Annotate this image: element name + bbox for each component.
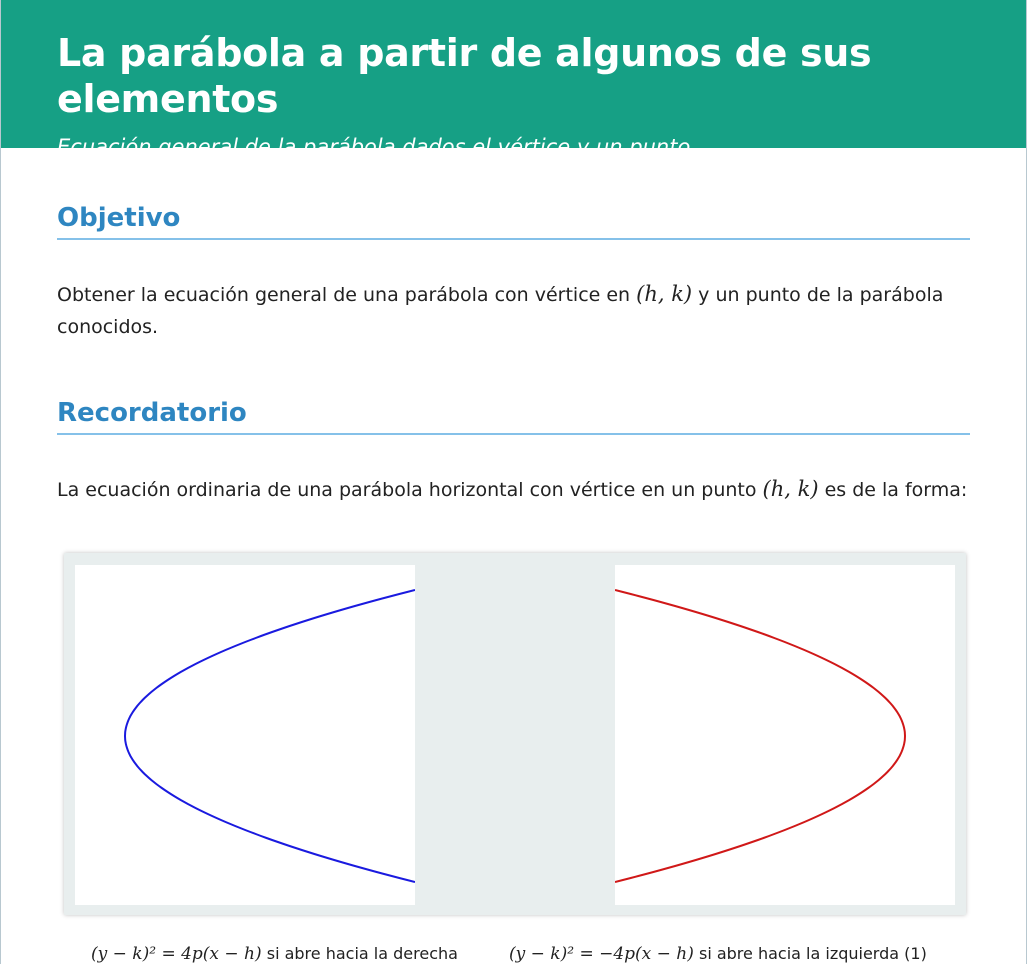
caption-left-opening-text: si abre hacia la izquierda (1): [693, 944, 927, 963]
objetivo-paragraph: [57, 240, 970, 343]
objetivo-math-vertex: (h, k): [636, 282, 693, 306]
page-subtitle: Ecuación general de la parábola dados el vértice y un punto: [57, 135, 691, 159]
section-title-objetivo: Objetivo: [57, 202, 970, 240]
page-title: La parábola a partir de algunos de sus elementos: [57, 31, 872, 121]
recordatorio-text-after: es de la forma:: [818, 479, 968, 501]
section-title-recordatorio: Recordatorio: [57, 397, 970, 435]
objetivo-text-after: y un punto de la parábola conocidos.: [57, 284, 944, 338]
equation-left-opening: (y − k)² = −4p(x − h): [509, 944, 694, 964]
parabola-right-opening-curve: [125, 590, 415, 882]
parabola-left-opening-panel: [615, 565, 955, 905]
recordatorio-paragraph: [57, 435, 970, 506]
caption-right-opening-text: si abre hacia la derecha: [261, 944, 458, 963]
header-banner: [1, 0, 1026, 159]
caption-left-opening: [509, 944, 927, 964]
recordatorio-math-vertex: (h, k): [762, 477, 819, 501]
recordatorio-text-before: La ecuación ordinaria de una parábola horizontal con vértice en un punto: [57, 479, 763, 501]
main-content: [1, 148, 1026, 506]
parabola-right-opening-plot: [75, 565, 415, 905]
caption-right-opening: [91, 944, 458, 964]
equation-right-opening: (y − k)² = 4p(x − h): [91, 944, 262, 964]
objetivo-text-before: Obtener la ecuación general de una parábola con vértice en: [57, 284, 637, 306]
parabola-figure: [64, 553, 966, 915]
parabola-right-opening-panel: [75, 565, 415, 905]
parabola-left-opening-curve: [615, 590, 905, 882]
parabola-left-opening-plot: [615, 565, 955, 905]
